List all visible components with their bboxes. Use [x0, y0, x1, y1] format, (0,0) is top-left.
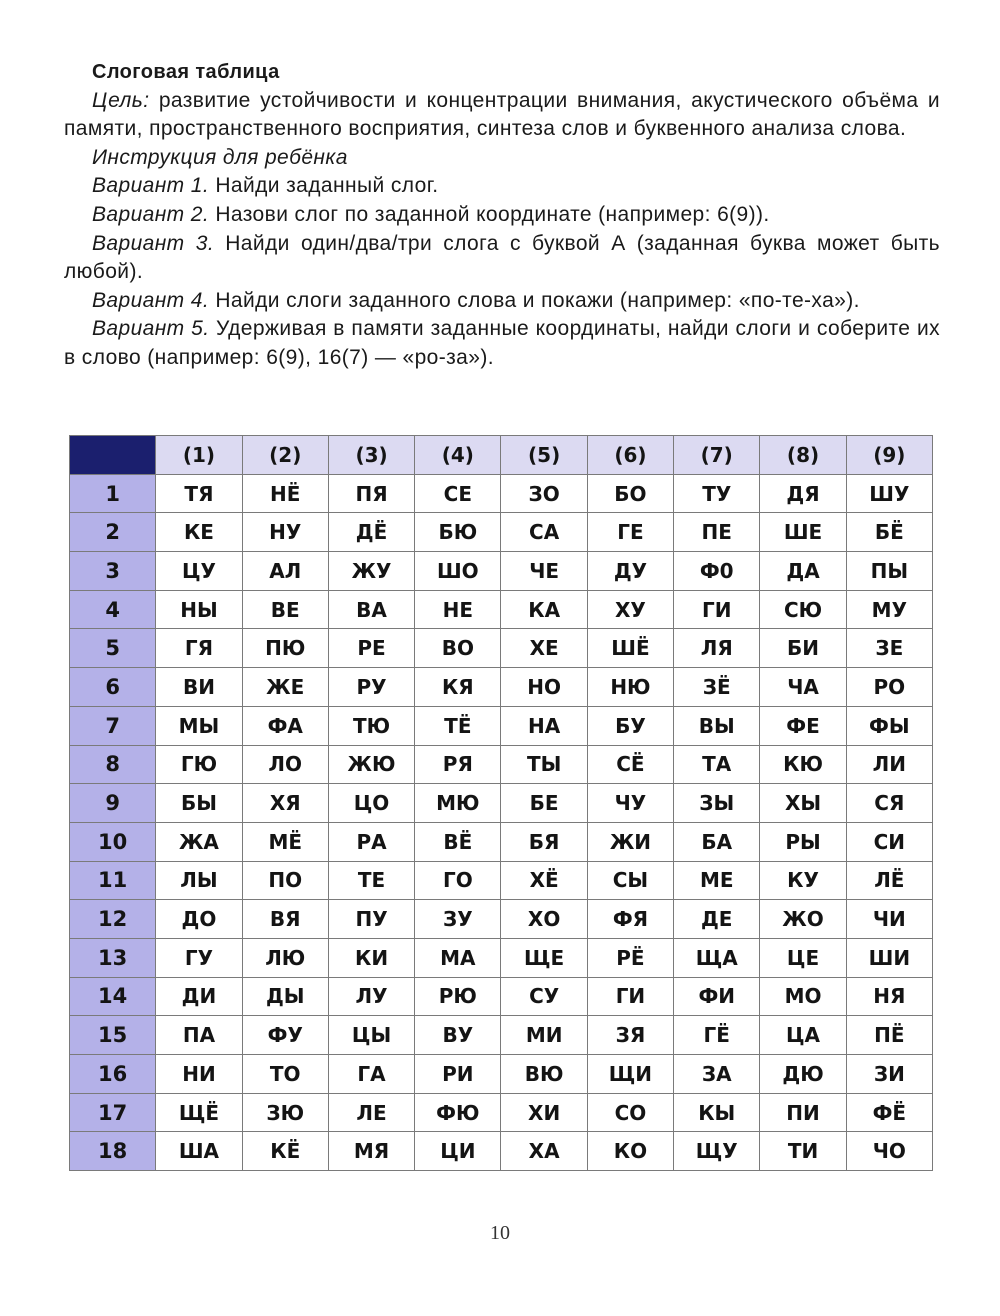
- variant-list: [64, 172, 940, 372]
- syllable-cell: СЕ: [415, 474, 501, 513]
- syllable-cell: РО: [846, 668, 932, 707]
- syllable-cell: ЛО: [242, 745, 328, 784]
- table-row: [70, 861, 933, 900]
- variant-text: Назови слог по заданной координате (например: 6(9)).: [209, 202, 770, 226]
- table-row: [70, 552, 933, 591]
- syllable-cell: РЮ: [415, 977, 501, 1016]
- syllable-cell: ЛЯ: [674, 629, 760, 668]
- syllable-cell: ЗЕ: [846, 629, 932, 668]
- variant-text: Найди слоги заданного слова и покажи (например: «по-те-ха»).: [209, 288, 860, 312]
- table-row: [70, 745, 933, 784]
- syllable-cell: ГЮ: [156, 745, 242, 784]
- table-row: [70, 1016, 933, 1055]
- row-number: 12: [70, 900, 156, 939]
- syllable-cell: СИ: [846, 822, 932, 861]
- syllable-cell: ГО: [415, 861, 501, 900]
- syllable-cell: ЦО: [328, 784, 414, 823]
- syllable-cell: ВО: [415, 629, 501, 668]
- syllable-cell: СО: [587, 1093, 673, 1132]
- syllable-cell: ЦИ: [415, 1132, 501, 1171]
- syllable-cell: ЗО: [501, 474, 587, 513]
- row-number: 15: [70, 1016, 156, 1055]
- syllable-cell: ДА: [760, 552, 846, 591]
- syllable-cell: ТУ: [674, 474, 760, 513]
- syllable-cell: ХЯ: [242, 784, 328, 823]
- syllable-cell: ГИ: [674, 590, 760, 629]
- syllable-cell: АЛ: [242, 552, 328, 591]
- syllable-cell: ФЫ: [846, 706, 932, 745]
- syllable-cell: МЮ: [415, 784, 501, 823]
- syllable-cell: РЕ: [328, 629, 414, 668]
- variant-item: [64, 230, 940, 287]
- table-row: [70, 977, 933, 1016]
- variant-item: [64, 172, 940, 201]
- column-header: (6): [587, 436, 673, 475]
- syllable-cell: СЫ: [587, 861, 673, 900]
- syllable-cell: РА: [328, 822, 414, 861]
- syllable-cell: ВЫ: [674, 706, 760, 745]
- instruction-heading: Инструкция для ребёнка: [92, 145, 348, 169]
- syllable-cell: ФЕ: [760, 706, 846, 745]
- syllable-cell: КО: [587, 1132, 673, 1171]
- syllable-cell: ГЯ: [156, 629, 242, 668]
- syllable-cell: ЛЫ: [156, 861, 242, 900]
- syllable-cell: ХУ: [587, 590, 673, 629]
- table-row: [70, 938, 933, 977]
- table-row: [70, 1132, 933, 1171]
- syllable-cell: СЮ: [760, 590, 846, 629]
- row-number: 3: [70, 552, 156, 591]
- syllable-cell: ФЯ: [587, 900, 673, 939]
- syllable-cell: ГЕ: [587, 513, 673, 552]
- syllable-cell: ХА: [501, 1132, 587, 1171]
- syllable-cell: ЗЯ: [587, 1016, 673, 1055]
- syllable-cell: ТЁ: [415, 706, 501, 745]
- syllable-cell: ГУ: [156, 938, 242, 977]
- table-row: [70, 668, 933, 707]
- syllable-cell: ТЮ: [328, 706, 414, 745]
- syllable-cell: НЕ: [415, 590, 501, 629]
- syllable-cell: НЫ: [156, 590, 242, 629]
- syllable-cell: ЩУ: [674, 1132, 760, 1171]
- row-number: 16: [70, 1055, 156, 1094]
- goal-text: развитие устойчивости и концентрации внимания, акустического объёма и памяти, пространственного восприятия, синтеза слов и буквенного анализа слова.: [64, 88, 940, 141]
- syllable-cell: ЧЕ: [501, 552, 587, 591]
- syllable-cell: Ф0: [674, 552, 760, 591]
- syllable-cell: СА: [501, 513, 587, 552]
- syllable-cell: ПЁ: [846, 1016, 932, 1055]
- syllable-cell: ПА: [156, 1016, 242, 1055]
- syllable-cell: СЁ: [587, 745, 673, 784]
- variant-item: [64, 315, 940, 372]
- syllable-cell: ЗЁ: [674, 668, 760, 707]
- syllable-cell: БЮ: [415, 513, 501, 552]
- syllable-cell: РЁ: [587, 938, 673, 977]
- syllable-cell: МА: [415, 938, 501, 977]
- syllable-cell: БО: [587, 474, 673, 513]
- syllable-cell: НУ: [242, 513, 328, 552]
- syllable-cell: ПЕ: [674, 513, 760, 552]
- syllable-cell: ЦЫ: [328, 1016, 414, 1055]
- syllable-cell: СУ: [501, 977, 587, 1016]
- table-row: [70, 784, 933, 823]
- syllable-cell: ЛЕ: [328, 1093, 414, 1132]
- variant-text: Удерживая в памяти заданные координаты, найди слоги и соберите их в слово (например: 6(9), 16(7) — «ро-за»).: [64, 317, 940, 369]
- syllable-cell: ПО: [242, 861, 328, 900]
- syllable-cell: ТО: [242, 1055, 328, 1094]
- syllable-cell: ЗЮ: [242, 1093, 328, 1132]
- syllable-cell: ШО: [415, 552, 501, 591]
- syllable-cell: БА: [674, 822, 760, 861]
- syllable-cell: НО: [501, 668, 587, 707]
- table-row: [70, 822, 933, 861]
- syllable-cell: ЖУ: [328, 552, 414, 591]
- row-number: 10: [70, 822, 156, 861]
- syllable-cell: БЕ: [501, 784, 587, 823]
- syllable-cell: ВЕ: [242, 590, 328, 629]
- syllable-cell: ПЮ: [242, 629, 328, 668]
- table-row: [70, 590, 933, 629]
- table-corner-cell: [70, 436, 156, 475]
- syllable-cell: ХИ: [501, 1093, 587, 1132]
- syllable-cell: ДЁ: [328, 513, 414, 552]
- syllable-cell: ГЁ: [674, 1016, 760, 1055]
- syllable-cell: ЖО: [760, 900, 846, 939]
- syllable-cell: ПЯ: [328, 474, 414, 513]
- syllable-cell: БЫ: [156, 784, 242, 823]
- syllable-cell: ЧО: [846, 1132, 932, 1171]
- syllable-cell: ЩЁ: [156, 1093, 242, 1132]
- syllable-cell: ДО: [156, 900, 242, 939]
- syllable-cell: ПИ: [760, 1093, 846, 1132]
- syllable-cell: РУ: [328, 668, 414, 707]
- goal-paragraph: [64, 87, 940, 144]
- syllable-cell: ЧУ: [587, 784, 673, 823]
- syllable-cell: НЁ: [242, 474, 328, 513]
- syllable-cell: ША: [156, 1132, 242, 1171]
- syllable-cell: ЖЕ: [242, 668, 328, 707]
- syllable-cell: ДЫ: [242, 977, 328, 1016]
- syllable-cell: ЛУ: [328, 977, 414, 1016]
- syllable-cell: ЦЕ: [760, 938, 846, 977]
- syllable-cell: ПУ: [328, 900, 414, 939]
- syllable-cell: ТЫ: [501, 745, 587, 784]
- column-header: (1): [156, 436, 242, 475]
- syllable-cell: ВЁ: [415, 822, 501, 861]
- row-number: 11: [70, 861, 156, 900]
- syllable-cell: ЩЕ: [501, 938, 587, 977]
- row-number: 14: [70, 977, 156, 1016]
- syllable-cell: ГИ: [587, 977, 673, 1016]
- row-number: 17: [70, 1093, 156, 1132]
- variant-label: Вариант 1.: [92, 174, 210, 198]
- table-row: [70, 474, 933, 513]
- column-header: (7): [674, 436, 760, 475]
- row-number: 6: [70, 668, 156, 707]
- variant-item: [64, 287, 940, 316]
- syllable-cell: НЮ: [587, 668, 673, 707]
- syllable-cell: ЛЁ: [846, 861, 932, 900]
- syllable-cell: ЖЮ: [328, 745, 414, 784]
- syllable-cell: НА: [501, 706, 587, 745]
- syllable-cell: ТА: [674, 745, 760, 784]
- syllable-table: [69, 435, 933, 1171]
- syllable-cell: ЗА: [674, 1055, 760, 1094]
- row-number: 4: [70, 590, 156, 629]
- row-number: 2: [70, 513, 156, 552]
- syllable-cell: ЦА: [760, 1016, 846, 1055]
- syllable-cell: МО: [760, 977, 846, 1016]
- syllable-cell: ФУ: [242, 1016, 328, 1055]
- syllable-cell: ВУ: [415, 1016, 501, 1055]
- syllable-cell: ХО: [501, 900, 587, 939]
- syllable-cell: ЗУ: [415, 900, 501, 939]
- row-number: 5: [70, 629, 156, 668]
- variant-text: Найди заданный слог.: [209, 174, 439, 198]
- syllable-cell: КУ: [760, 861, 846, 900]
- table-row: [70, 1093, 933, 1132]
- syllable-cell: КЫ: [674, 1093, 760, 1132]
- table-row: [70, 706, 933, 745]
- syllable-cell: КА: [501, 590, 587, 629]
- syllable-cell: ДЕ: [674, 900, 760, 939]
- syllable-cell: ШИ: [846, 938, 932, 977]
- column-header: (2): [242, 436, 328, 475]
- table-row: [70, 900, 933, 939]
- syllable-cell: БУ: [587, 706, 673, 745]
- syllable-cell: ЧИ: [846, 900, 932, 939]
- syllable-cell: РЫ: [760, 822, 846, 861]
- syllable-cell: БЯ: [501, 822, 587, 861]
- syllable-cell: ШУ: [846, 474, 932, 513]
- table-header-row: [70, 436, 933, 475]
- syllable-cell: ЧА: [760, 668, 846, 707]
- column-header: (8): [760, 436, 846, 475]
- row-number: 8: [70, 745, 156, 784]
- syllable-cell: ДЮ: [760, 1055, 846, 1094]
- syllable-cell: ФИ: [674, 977, 760, 1016]
- table-row: [70, 629, 933, 668]
- syllable-cell: ТЯ: [156, 474, 242, 513]
- syllable-cell: МУ: [846, 590, 932, 629]
- syllable-cell: КИ: [328, 938, 414, 977]
- table-row: [70, 513, 933, 552]
- row-number: 13: [70, 938, 156, 977]
- syllable-cell: ДИ: [156, 977, 242, 1016]
- syllable-cell: КЁ: [242, 1132, 328, 1171]
- syllable-cell: ЦУ: [156, 552, 242, 591]
- syllable-cell: МЁ: [242, 822, 328, 861]
- row-number: 9: [70, 784, 156, 823]
- syllable-cell: ХЁ: [501, 861, 587, 900]
- syllable-cell: ФА: [242, 706, 328, 745]
- syllable-cell: МИ: [501, 1016, 587, 1055]
- page-number: 10: [490, 1222, 510, 1244]
- syllable-cell: ЛЮ: [242, 938, 328, 977]
- syllable-cell: ЖА: [156, 822, 242, 861]
- syllable-cell: ДУ: [587, 552, 673, 591]
- syllable-cell: МЕ: [674, 861, 760, 900]
- syllable-cell: ГА: [328, 1055, 414, 1094]
- syllable-cell: ЗИ: [846, 1055, 932, 1094]
- syllable-cell: ХЕ: [501, 629, 587, 668]
- syllable-cell: ТЕ: [328, 861, 414, 900]
- syllable-cell: ПЫ: [846, 552, 932, 591]
- column-header: (5): [501, 436, 587, 475]
- syllable-cell: ВЯ: [242, 900, 328, 939]
- syllable-cell: БЁ: [846, 513, 932, 552]
- syllable-cell: ВА: [328, 590, 414, 629]
- syllable-cell: ЩА: [674, 938, 760, 977]
- goal-label: Цель:: [92, 88, 150, 112]
- syllable-cell: ФЮ: [415, 1093, 501, 1132]
- row-number: 7: [70, 706, 156, 745]
- variant-label: Вариант 3.: [92, 231, 215, 255]
- syllable-cell: КЕ: [156, 513, 242, 552]
- syllable-cell: ЩИ: [587, 1055, 673, 1094]
- syllable-cell: НИ: [156, 1055, 242, 1094]
- syllable-cell: ЛИ: [846, 745, 932, 784]
- syllable-cell: МЫ: [156, 706, 242, 745]
- syllable-cell: РЯ: [415, 745, 501, 784]
- column-header: (3): [328, 436, 414, 475]
- syllable-cell: РИ: [415, 1055, 501, 1094]
- syllable-cell: СЯ: [846, 784, 932, 823]
- syllable-cell: ВЮ: [501, 1055, 587, 1094]
- variant-label: Вариант 2.: [92, 202, 210, 226]
- syllable-cell: ДЯ: [760, 474, 846, 513]
- variant-label: Вариант 5.: [92, 317, 210, 341]
- syllable-cell: ЖИ: [587, 822, 673, 861]
- syllable-cell: КЮ: [760, 745, 846, 784]
- intro-text: [64, 58, 940, 373]
- syllable-cell: ВИ: [156, 668, 242, 707]
- syllable-cell: ШЁ: [587, 629, 673, 668]
- syllable-cell: НЯ: [846, 977, 932, 1016]
- row-number: 1: [70, 474, 156, 513]
- syllable-cell: КЯ: [415, 668, 501, 707]
- table-row: [70, 1055, 933, 1094]
- syllable-cell: ТИ: [760, 1132, 846, 1171]
- column-header: (4): [415, 436, 501, 475]
- variant-text: Найди один/два/три слога с буквой А (заданная буква может быть любой).: [64, 231, 940, 284]
- syllable-cell: ЗЫ: [674, 784, 760, 823]
- syllable-cell: МЯ: [328, 1132, 414, 1171]
- syllable-cell: ФЁ: [846, 1093, 932, 1132]
- variant-item: [64, 201, 940, 230]
- syllable-cell: ХЫ: [760, 784, 846, 823]
- page-title: Слоговая таблица: [92, 61, 280, 83]
- syllable-cell: БИ: [760, 629, 846, 668]
- row-number: 18: [70, 1132, 156, 1171]
- column-header: (9): [846, 436, 932, 475]
- syllable-cell: ШЕ: [760, 513, 846, 552]
- variant-label: Вариант 4.: [92, 288, 210, 312]
